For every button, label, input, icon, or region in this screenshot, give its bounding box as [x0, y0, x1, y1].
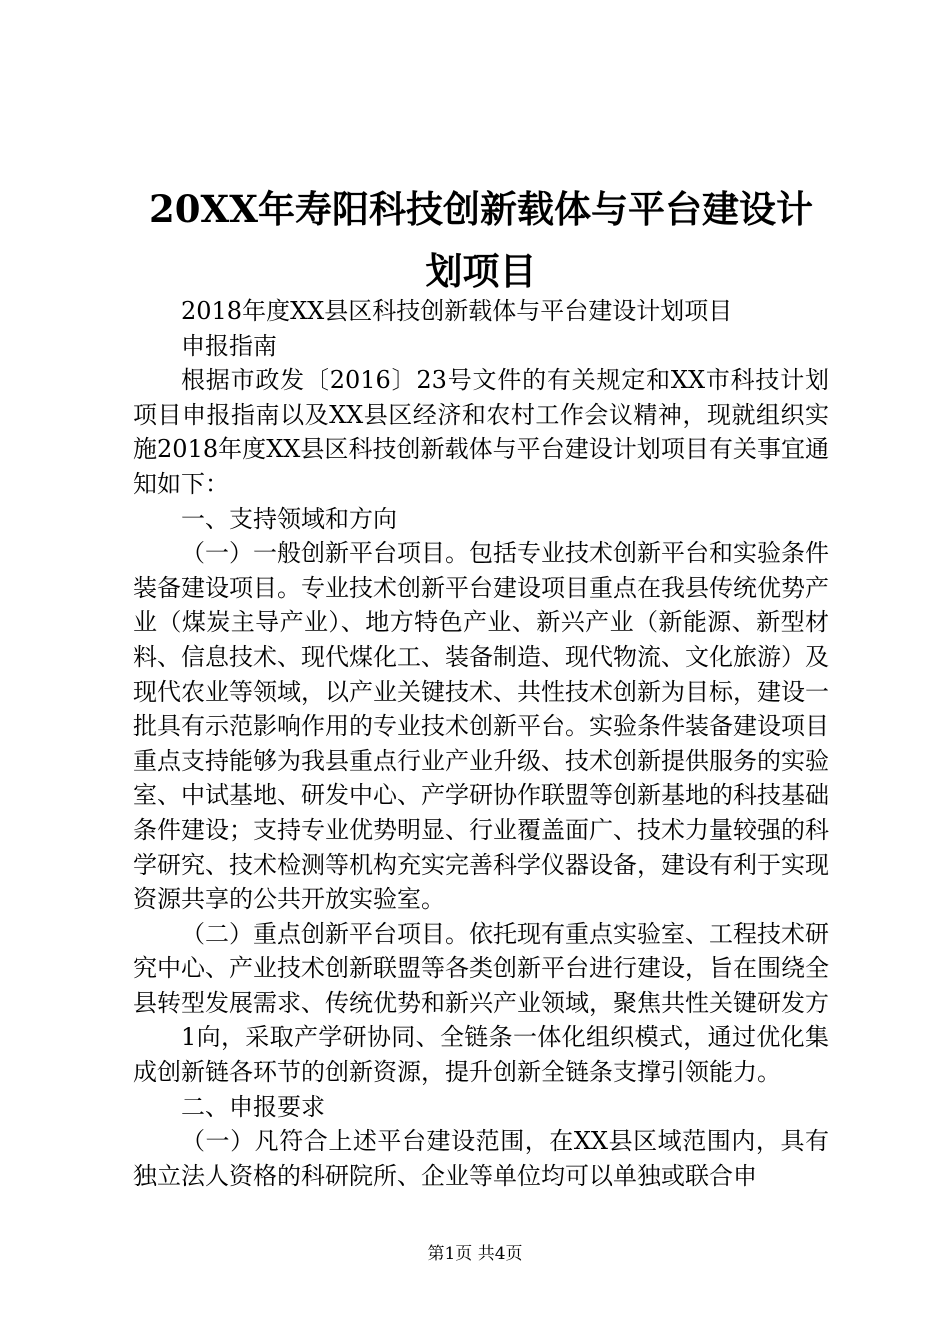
paragraph: 申报指南 [181, 331, 277, 360]
document-title: 20XX年寿阳科技创新载体与平台建设计划项目 [149, 187, 813, 293]
paragraph: 2018年度XX县区科技创新载体与平台建设计划项目 [181, 297, 733, 325]
section-heading: 二、申报要求 [181, 1092, 325, 1121]
paragraph: 根据市政发〔2016〕23号文件的有关规定和XX市科技计划项目申报指南以及XX县区经济和农村工作会议精神，现就组织实施2018年度XX县区科技创新载体与平台建设计划项目有关事宜通知如下： [133, 366, 829, 498]
paragraph: （一）一般创新平台项目。包括专业技术创新平台和实验条件装备建设项目。专业技术创新平台建设项目重点在我县传统优势产业（煤炭主导产业）、地方特色产业、新兴产业（新能源、新型材料、信息技术、现代煤化工、装备制造、现代物流、文化旅游）及现代农业等领域，以产业关键技术、共性技术创新为目标，建设一批具有示范影响作用的专业技术创新平台。实验条件装备建设项目重点支持能够为我县重点行业产业升级、技术创新提供服务的实验室、中试基地、研发中心、产学研协作联盟等创新基地的科技基础条件建设；支持专业优势明显、行业覆盖面广、技术力量较强的科学研究、技术检测等机构充实完善科学仪器设备，建设有利于实现资源共享的公共开放实验室。 [133, 539, 829, 914]
section-heading: 一、支持领域和方向 [181, 504, 397, 533]
paragraph: （二）重点创新平台项目。依托现有重点实验室、工程技术研究中心、产业技术创新联盟等各类创新平台进行建设，旨在围绕全县转型发展需求、传统优势和新兴产业领域，聚焦共性关键研发方 [133, 919, 829, 1017]
page-footer: 第1页 共4页 [427, 1244, 523, 1264]
paragraph: （一）凡符合上述平台建设范围，在XX县区域范围内，具有独立法人资格的科研院所、企业等单位均可以单独或联合申 [133, 1127, 829, 1190]
document-body [133, 294, 829, 1193]
paragraph: 1向，采取产学研协同、全链条一体化组织模式，通过优化集成创新链各环节的创新资源，提升创新全链条支撑引领能力。 [133, 1023, 829, 1087]
